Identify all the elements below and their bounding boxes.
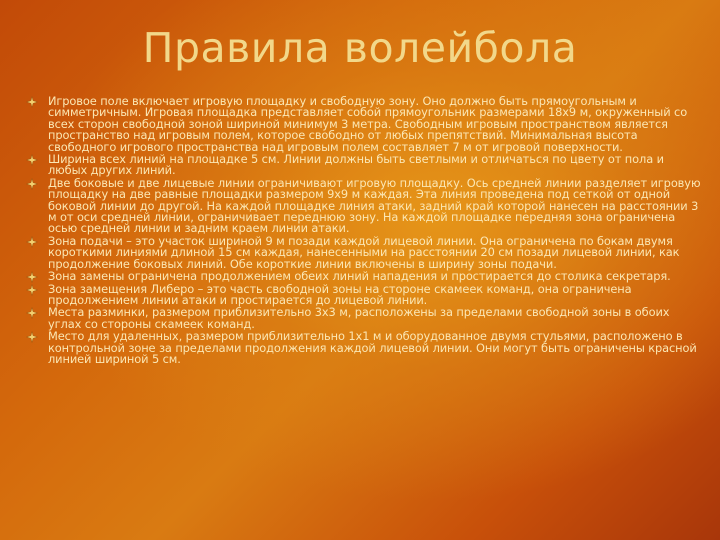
bullet-item (26, 271, 702, 282)
star-bullet-icon (26, 154, 38, 166)
bullet-text: Зона подачи – это участок шириной 9 м позади каждой лицевой линии. Она ограничена по бокам двумя короткими линиями длиной 15 см каждая, нанесенными на расстоянии 20 см позади лицевой линии, как продолжение боковых линий. Обе короткие линии включены в ширину зоны подачи. (48, 233, 680, 271)
star-bullet-icon (26, 307, 38, 319)
bullet-item (26, 175, 702, 236)
star-bullet-icon (26, 271, 38, 283)
bullet-text: Игровое поле включает игровую площадку и свободную зону. Оно должно быть прямоугольным и симметричным. Игровая площадка представляет собой прямоугольник размерами 18х9 м, окруженный со всех сторон свободной зоной шириной минимум 3 метра. Свободным игровым пространством является пространство над игровым полем, которое свободно от любых препятствий. Минимальная высота свободного игрового пространства над игровым полем составляет 7 м от игровой поверхности. (48, 94, 688, 154)
bullet-item (26, 307, 702, 330)
bullet-text: Две боковые и две лицевые линии ограничивают игровую площадку. Ось средней линии разделяет игровую площадку на две равные площадки размером 9х9 м каждая. Эта линия проведена под сеткой от одной боковой линии до другой. На каждой площадке линия атаки, задний край которой нанесен на расстоянии 3 м от оси средней линии, ограничивает переднюю зону. На каждой площадке передняя зона ограничена осью средней линии и задним краем линии атаки. (48, 175, 701, 236)
star-bullet-icon (26, 178, 38, 190)
bullet-item (26, 96, 702, 153)
star-bullet-icon (26, 96, 38, 108)
star-bullet-icon (26, 284, 38, 296)
bullet-item (26, 331, 702, 365)
bullet-item (26, 233, 702, 271)
star-bullet-icon (26, 331, 38, 343)
bullet-text: Ширина всех линий на площадке 5 см. Линии должны быть светлыми и отличаться по цвету от пола и любых других линий. (48, 152, 664, 178)
bullet-list (26, 96, 702, 365)
bullet-item (26, 154, 702, 177)
star-bullet-icon (26, 236, 38, 248)
slide-title: Правила волейбола (142, 24, 578, 72)
bullet-item (26, 281, 702, 307)
bullet-text: Зона замены ограничена продолжением обеих линий нападения и простирается до столика секретаря. (48, 269, 671, 284)
bullet-text: Места разминки, размером приблизительно 3х3 м, расположены за пределами свободной зоны в обоих углах со стороны скамеек команд. (48, 305, 670, 331)
bullet-text: Место для удаленных, размером приблизительно 1х1 м и оборудованное двумя стульями, расположено в контрольной зоне за пределами продолжения каждой лицевой линии. Они могут быть ограничены красной линией шириной 5 см. (48, 329, 697, 366)
bullet-text: Зона замещения Либеро – это часть свободной зоны на стороне скамеек команд, она ограничена продолжением линии атаки и простирается до лицевой линии. (48, 281, 632, 307)
